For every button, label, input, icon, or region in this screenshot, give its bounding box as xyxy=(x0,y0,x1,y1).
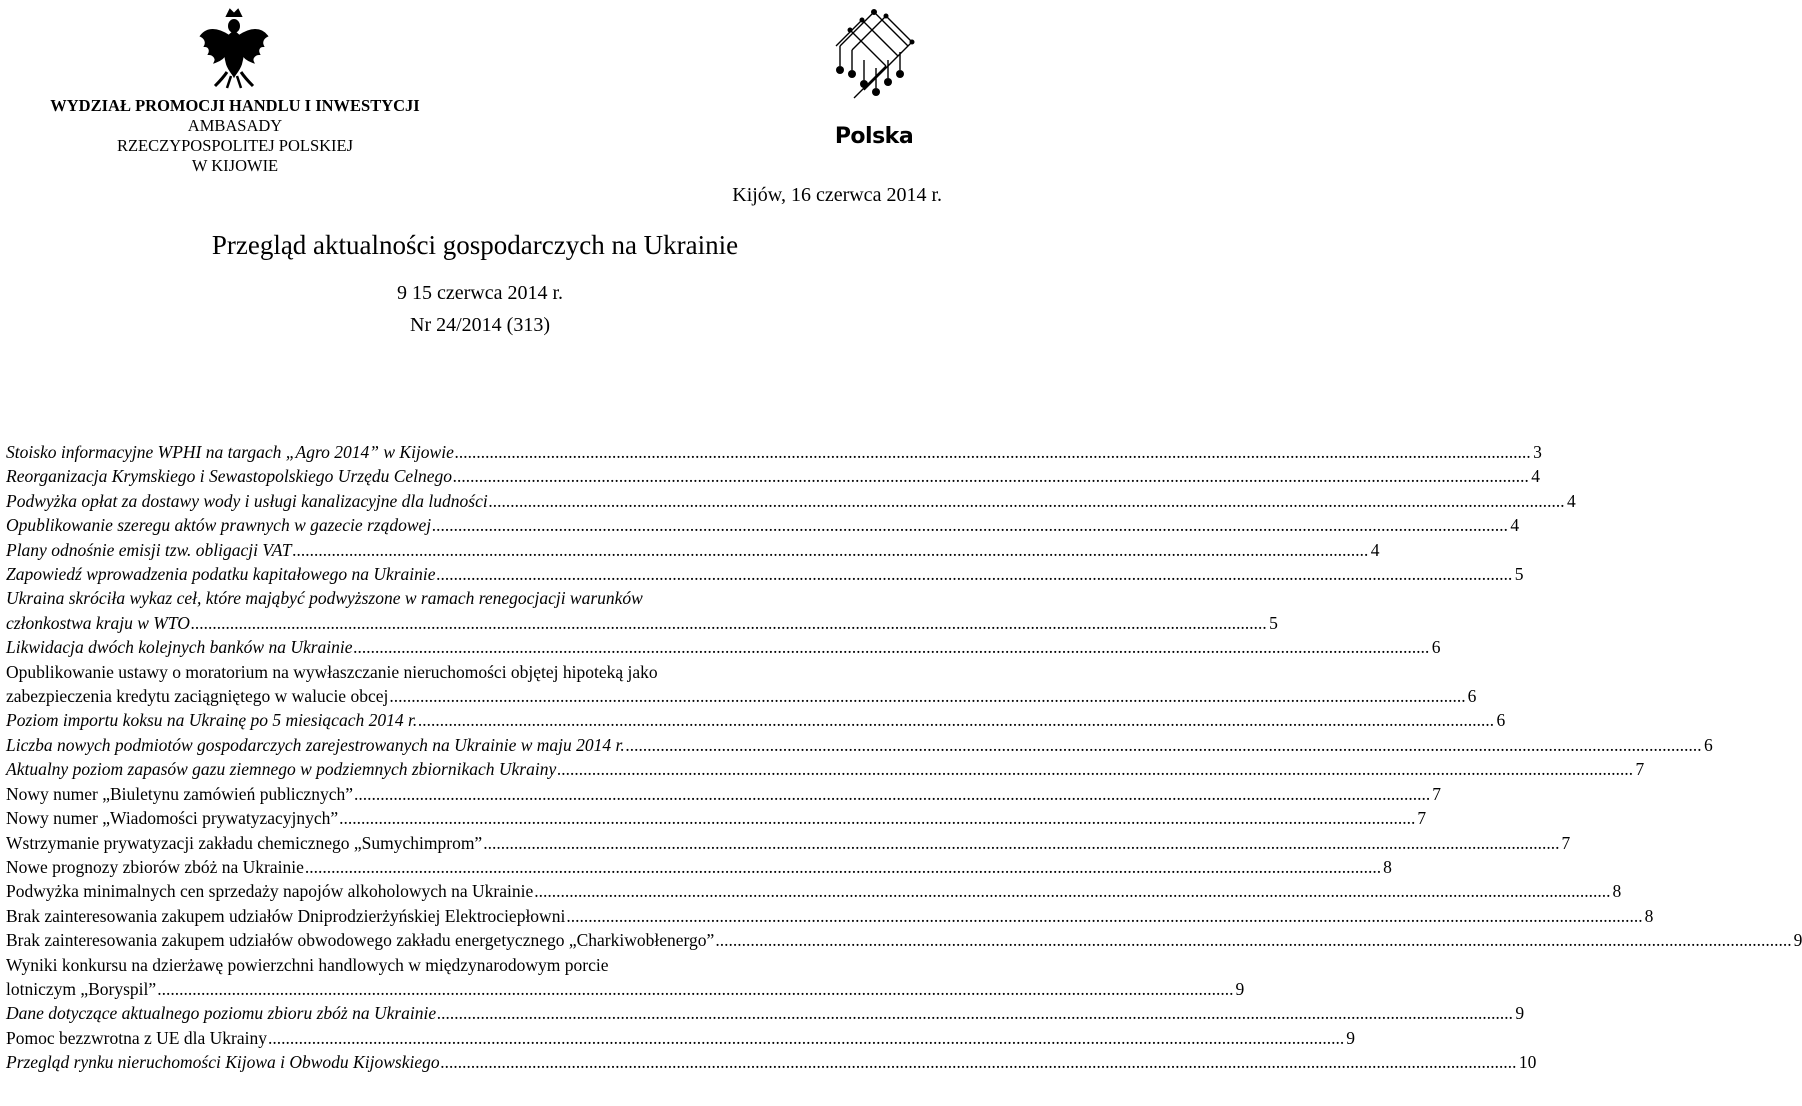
dot-leader xyxy=(389,684,1465,708)
dot-leader xyxy=(339,806,1415,830)
toc-entry-title-line1: Ukraina skróciła wykaz ceł, które mająbyć podwyższone w ramach renegocjacji warunków xyxy=(6,588,643,609)
dot-leader xyxy=(483,831,1559,855)
dot-leader xyxy=(354,782,1430,806)
toc-entry-title: Nowe prognozy zbiorów zbóż na Ukrainie xyxy=(6,856,304,877)
toc-entry[interactable] xyxy=(6,513,1520,537)
toc-page-number: 9 xyxy=(1793,930,1802,951)
toc-entry[interactable] xyxy=(6,806,1427,830)
toc-entry[interactable] xyxy=(6,1001,1525,1025)
toc-page-number: 6 xyxy=(1496,710,1506,731)
toc-entry-title: członkostwa kraju w WTO xyxy=(6,612,190,633)
toc-entry[interactable] xyxy=(6,782,1441,806)
toc-entry[interactable] xyxy=(6,855,1392,879)
dot-leader xyxy=(453,464,1529,488)
report-period xyxy=(0,282,960,305)
toc-page-number: 9 xyxy=(1346,1027,1355,1048)
issue-number: Nr 24/2014 (313) xyxy=(410,314,550,336)
toc-entry-title: Dane dotyczące aktualnego poziomu zbioru zbóż na Ukrainie xyxy=(6,1003,437,1024)
toc-entry-title: Opublikowanie szeregu aktów prawnych w gazecie rządowej xyxy=(6,515,432,536)
dot-leader xyxy=(432,513,1508,537)
toc-page-number: 6 xyxy=(1467,686,1477,707)
toc-page-number: 7 xyxy=(1561,832,1571,853)
toc-entry[interactable] xyxy=(6,489,1576,513)
title-text: Przegląd aktualności gospodarczych na Ukrainie xyxy=(211,230,739,260)
dot-leader xyxy=(489,489,1565,513)
dot-leader xyxy=(268,1026,1344,1050)
toc-entry[interactable] xyxy=(6,757,1645,781)
toc-page-number: 8 xyxy=(1612,881,1622,902)
toc-entry[interactable] xyxy=(6,464,1541,488)
toc-entry-title: Nowy numer „Wiadomości prywatyzacyjnych” xyxy=(6,808,339,829)
toc-entry-title: Pomoc bezzwrotna z UE dla Ukrainy xyxy=(6,1027,267,1048)
dot-leader xyxy=(566,904,1642,928)
polska-brand-logo xyxy=(800,0,950,180)
dot-leader xyxy=(293,538,1369,562)
dot-leader xyxy=(418,708,1494,732)
toc-entry[interactable] xyxy=(6,928,1802,952)
toc-page-number: 4 xyxy=(1531,466,1541,487)
dot-leader xyxy=(715,928,1791,952)
dot-leader xyxy=(305,855,1381,879)
org-name-line1: WYDZIAŁ PROMOCJI HANDLU I INWESTYCJI xyxy=(50,96,420,115)
toc-entry-title: Aktualny poziom zapasów gazu ziemnego w podziemnych zbiornikach Ukrainy xyxy=(6,759,557,780)
toc-entry[interactable] xyxy=(6,953,1245,1002)
toc-entry[interactable] xyxy=(6,904,1654,928)
org-name-line3: RZECZYPOSPOLITEJ POLSKIEJ xyxy=(116,136,354,155)
toc-page-number: 9 xyxy=(1515,1003,1525,1024)
toc-entry-title: Liczba nowych podmiotów gospodarczych zarejestrowanych na Ukrainie w maju 2014 r. xyxy=(6,734,625,755)
dot-leader xyxy=(557,757,1633,781)
toc-page-number: 6 xyxy=(1704,734,1713,755)
toc-entry-title: Wstrzymanie prywatyzacji zakładu chemicznego „Sumychimprom” xyxy=(6,832,483,853)
table-of-contents xyxy=(6,440,1802,1075)
issuer-block xyxy=(20,96,450,176)
toc-page-number: 10 xyxy=(1518,1052,1537,1073)
toc-page-number: 7 xyxy=(1417,808,1427,829)
toc-page-number: 5 xyxy=(1269,612,1278,633)
toc-entry-title-line1: Wyniki konkursu na dzierżawę powierzchni handlowych w międzynarodowym porcie xyxy=(6,954,609,975)
toc-page-number: 8 xyxy=(1383,856,1392,877)
toc-page-number: 9 xyxy=(1235,978,1245,999)
toc-entry[interactable] xyxy=(6,831,1571,855)
org-name-line4: W KIJOWIE xyxy=(191,156,279,175)
toc-entry[interactable] xyxy=(6,562,1524,586)
polish-eagle-emblem xyxy=(197,6,271,90)
toc-entry-title: Zapowiedź wprowadzenia podatku kapitałowego na Ukrainie xyxy=(6,564,436,585)
toc-entry-title: Podwyżka opłat za dostawy wody i usługi kanalizacyjne dla ludności xyxy=(6,490,488,511)
dot-leader xyxy=(437,1001,1513,1025)
org-name-line2: AMBASADY xyxy=(187,116,283,135)
dot-leader xyxy=(437,562,1513,586)
toc-entry-title: Brak zainteresowania zakupem udziałów Dniprodzierżyńskiej Elektrociepłowni xyxy=(6,905,566,926)
toc-entry[interactable] xyxy=(6,660,1477,709)
toc-entry[interactable] xyxy=(6,733,1713,757)
toc-page-number: 8 xyxy=(1644,905,1654,926)
dot-leader xyxy=(191,611,1267,635)
toc-page-number: 7 xyxy=(1432,783,1441,804)
document-date: Kijów, 16 czerwca 2014 r. xyxy=(732,184,942,206)
toc-entry-title: Plany odnośnie emisji tzw. obligacji VAT xyxy=(6,539,292,560)
toc-entry[interactable] xyxy=(6,538,1380,562)
toc-entry-title: Poziom importu koksu na Ukrainę po 5 miesiącach 2014 r. xyxy=(6,710,418,731)
toc-entry[interactable] xyxy=(6,586,1278,635)
toc-page-number: 4 xyxy=(1510,515,1520,536)
toc-entry[interactable] xyxy=(6,635,1441,659)
period-text: 9 15 czerwca 2014 r. xyxy=(396,282,564,304)
logo-wordmark: Polska xyxy=(834,124,914,149)
toc-page-number: 3 xyxy=(1533,442,1542,462)
toc-entry-title-line1: Opublikowanie ustawy o moratorium na wywłaszczanie nieruchomości objętej hipoteką jako xyxy=(6,661,658,682)
dot-leader xyxy=(441,1050,1517,1074)
dot-leader xyxy=(534,879,1610,903)
dot-leader xyxy=(157,977,1233,1001)
toc-page-number: 5 xyxy=(1514,564,1524,585)
toc-entry-title: Podwyżka minimalnych cen sprzedaży napojów alkoholowych na Ukrainie xyxy=(6,881,534,902)
toc-entry[interactable] xyxy=(6,708,1506,732)
toc-page-number: 7 xyxy=(1635,759,1645,780)
dot-leader xyxy=(626,733,1702,757)
toc-page-number: 4 xyxy=(1370,539,1380,560)
toc-entry[interactable] xyxy=(6,879,1622,903)
dot-leader xyxy=(354,635,1430,659)
toc-page-number: 4 xyxy=(1566,490,1576,511)
toc-entry-title: Likwidacja dwóch kolejnych banków na Ukrainie xyxy=(6,637,353,658)
toc-page-number: 6 xyxy=(1431,637,1441,658)
toc-entry-title: Brak zainteresowania zakupem udziałów obwodowego zakładu energetycznego „Charkiwobłenergo” xyxy=(6,930,715,951)
toc-entry-title: Nowy numer „Biuletynu zamówień publicznych” xyxy=(6,783,353,804)
document-title xyxy=(0,230,960,261)
toc-entry[interactable] xyxy=(6,440,1542,464)
dot-leader xyxy=(455,440,1531,464)
toc-entry-title: lotniczym „Boryspil” xyxy=(6,978,157,999)
toc-entry[interactable] xyxy=(6,1050,1537,1074)
toc-entry-title: Przegląd rynku nieruchomości Kijowa i Obwodu Kijowskiego xyxy=(6,1052,440,1073)
toc-entry[interactable] xyxy=(6,1026,1355,1050)
toc-entry-title: Reorganizacja Krymskiego i Sewastopolskiego Urzędu Celnego xyxy=(6,466,453,487)
toc-entry-title: Stoisko informacyjne WPHI na targach „Agro 2014” w Kijowie xyxy=(6,442,454,462)
toc-entry-title: zabezpieczenia kredytu zaciągniętego w walucie obcej xyxy=(6,686,389,707)
